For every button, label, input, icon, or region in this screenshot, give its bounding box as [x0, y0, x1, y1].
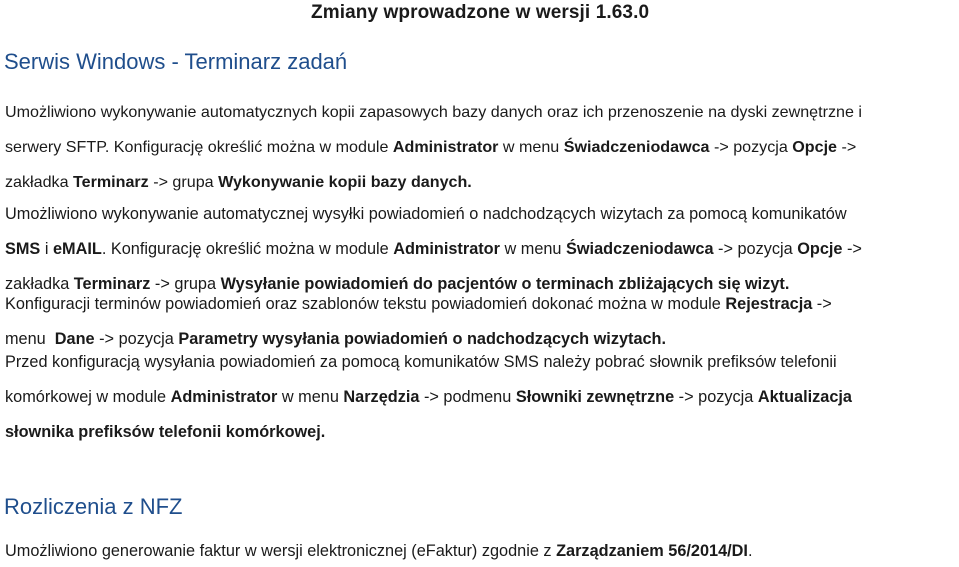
bold-term: Rejestracja — [725, 295, 813, 313]
text-line: SMS i eMAIL. Konfigurację określić można w module Administrator w menu Świadczeniodawca -> pozycja Opcje -> — [5, 240, 862, 258]
bold-term: Świadczeniodawca — [563, 138, 710, 156]
bold-term: Opcje — [792, 138, 837, 156]
bold-term: Wysyłanie powiadomień do pacjentów o terminach zbliżających się wizyt. — [220, 275, 790, 293]
section-heading-nfz: Rozliczenia z NFZ — [4, 494, 183, 519]
paragraph-efaktur — [5, 540, 957, 562]
text-line: menu Dane -> pozycja Parametry wysyłania powiadomień o nadchodzących wizytach. — [5, 330, 667, 348]
bold-term: SMS — [5, 240, 41, 258]
bold-term: Narzędzia — [343, 388, 420, 406]
bold-term: Terminarz — [73, 173, 149, 191]
bold-term: Wykonywanie kopii bazy danych. — [218, 173, 472, 191]
version-title: Zmiany wprowadzone w wersji 1.63.0 — [311, 2, 650, 23]
text-line: zakładka Terminarz -> grupa Wysyłanie powiadomień do pacjentów o terminach zbliżających się wizyt. — [5, 275, 790, 293]
bold-term: słownika prefiksów telefonii komórkowej. — [5, 423, 326, 441]
text-line — [5, 415, 957, 450]
bold-term: Administrator — [170, 388, 278, 406]
bold-term: Administrator — [392, 138, 499, 156]
text-line: Umożliwiono wykonywanie automatycznej wysyłki powiadomień o nadchodzących wizytach za pomocą komunikatów — [5, 205, 847, 223]
bold-term: Administrator — [393, 240, 500, 258]
text-line: Umożliwiono wykonywanie automatycznych kopii zapasowych bazy danych oraz ich przenoszenie na dyski zewnętrzne i — [5, 103, 862, 121]
bold-term: Opcje — [797, 240, 843, 258]
text-line: Umożliwiono generowanie faktur w wersji elektronicznej (eFaktur) zgodnie z Zarządzaniem 56/2014/DI. — [5, 542, 753, 560]
bold-term: Zarządzaniem 56/2014/DI — [556, 542, 748, 560]
text-line: Przed konfiguracją wysyłania powiadomień za pomocą komunikatów SMS należy pobrać słownik prefiksów telefonii — [5, 353, 837, 371]
text-line: serwery SFTP. Konfigurację określić można w module Administrator w menu Świadczeniodawca -> pozycja Opcje -> — [5, 138, 857, 156]
bold-term: Parametry wysyłania powiadomień o nadchodzących wizytach. — [178, 330, 667, 348]
bold-term: Terminarz — [73, 275, 151, 293]
bold-term: Świadczeniodawca — [566, 240, 714, 258]
section-heading-windows-service: Serwis Windows - Terminarz zadań — [4, 49, 348, 74]
text-line: Konfiguracji terminów powiadomień oraz szablonów tekstu powiadomień dokonać można w module Rejestracja -> — [5, 295, 832, 313]
paragraph-prefix-dictionary — [5, 345, 957, 450]
text-line: zakładka Terminarz -> grupa Wykonywanie kopii bazy danych. — [5, 173, 472, 191]
bold-term: Słowniki zewnętrzne — [515, 388, 675, 406]
bold-term: Dane — [54, 330, 95, 348]
paragraph-backup — [5, 95, 957, 200]
text-line: komórkowej w module Administrator w menu Narzędzia -> podmenu Słowniki zewnętrzne -> pozycja Aktualizacja — [5, 388, 852, 406]
bold-term: Aktualizacja — [757, 388, 852, 406]
bold-term: eMAIL — [52, 240, 102, 258]
